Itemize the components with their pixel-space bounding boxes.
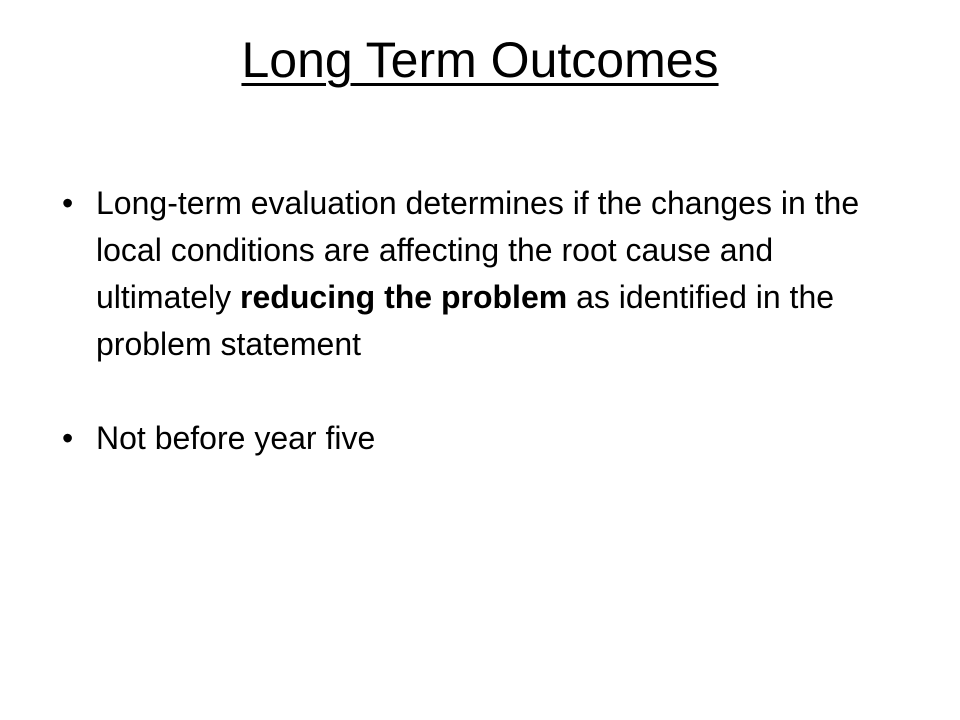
bullet-item-1 <box>62 180 882 368</box>
bullet-marker: • <box>62 185 74 221</box>
bullet-1-text-before: Long-term evaluation determines if the changes in the local conditions are affecting the root cause and ultimately <box>96 185 860 315</box>
bullet-item-2 <box>62 415 882 462</box>
bullet-list <box>62 180 882 462</box>
bullet-1-bold-text: reducing the problem <box>240 279 568 315</box>
slide-title: Long Term Outcomes <box>241 32 719 88</box>
bullet-1-text-after: as identified in the problem statement <box>96 279 835 362</box>
bullet-2-text: Not before year five <box>96 420 376 456</box>
bullet-marker: • <box>62 420 74 456</box>
